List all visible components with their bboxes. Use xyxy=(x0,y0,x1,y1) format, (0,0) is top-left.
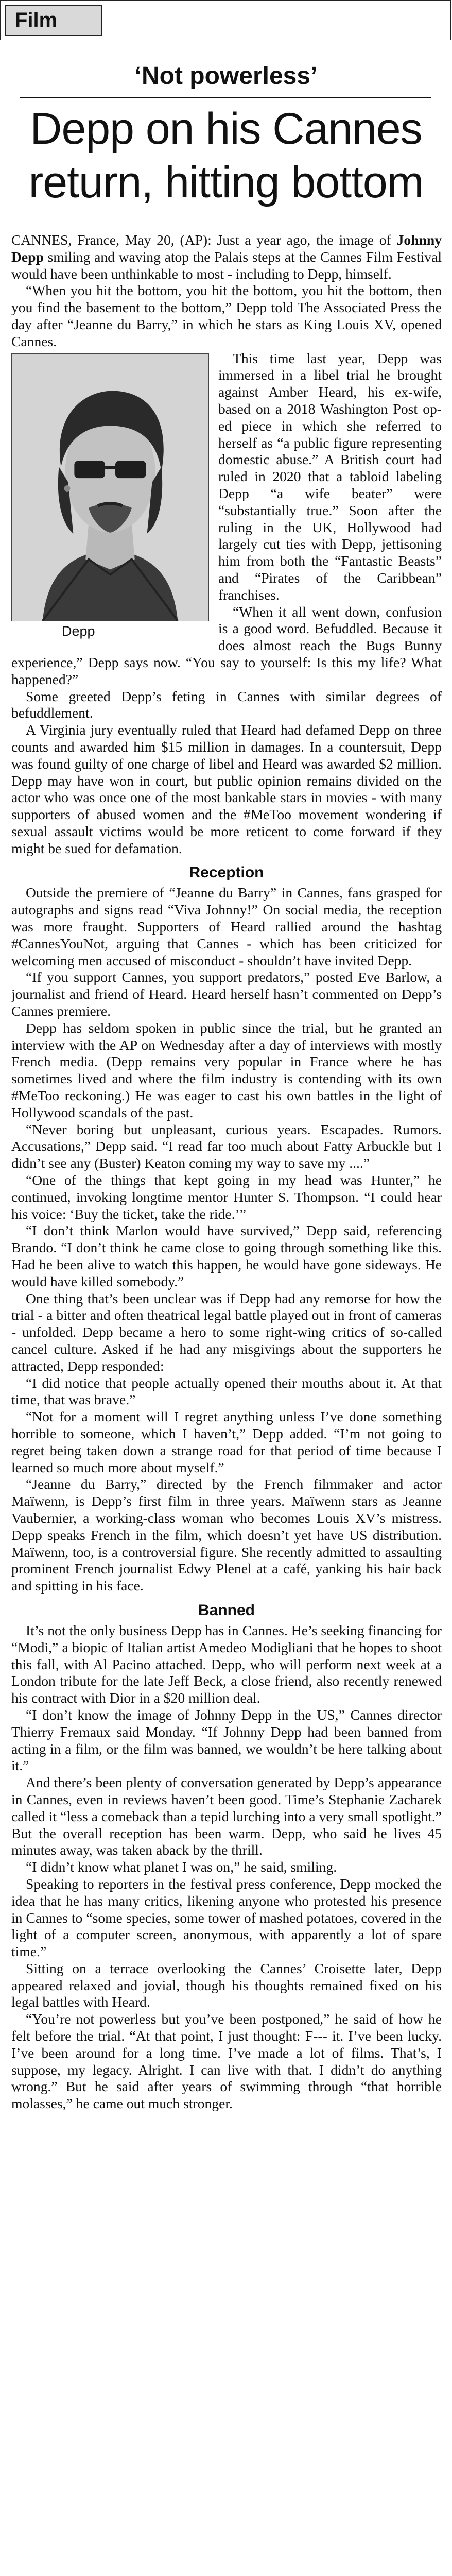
paragraph: Speaking to reporters in the festival press conference, Depp mocked the idea that he has many critics, likening anyone who protested his presence in Cannes to “some species, some tower of mashed potatoes, covered in the light of a computer screen, anonymous, with apparently a lot of spare time.” xyxy=(11,1875,442,1960)
paragraph: It’s not the only business Depp has in Cannes. He’s seeking financing for “Modi,” a biopic of Italian artist Amedeo Modigliani that he hopes to shoot this fall, with Al Pacino attached. Depp, who will perform next week at a London tribute for the late Jeff Beck, a close friend, also recently renewed his contract with Dior in a $20 million deal. xyxy=(11,1622,442,1706)
paragraph: “You’re not powerless but you’ve been postponed,” he said of how he felt before the trial. “At that point, I just thought: F--- it. I’ve been lucky. I’ve been around for a long time. I’ve made a lot of films. That’s, I suppose, my legacy. Alright. I can live with that. I didn’t do anything wrong.” But he said after years of swimming through “that horrible molasses,” he came out much stronger. xyxy=(11,2011,442,2112)
paragraph: “Not for a moment will I regret anything unless I’ve done something horrible to someone, which I haven’t,” Depp added. “I’m not going to regret being taken down a strange road for that period of time because I learned so much more about myself.” xyxy=(11,1409,442,1476)
paragraph: Sitting on a terrace overlooking the Cannes’ Croisette later, Depp appeared relaxed and jovial, though his thoughts remained fixed on his legal battles with Heard. xyxy=(11,1960,442,2010)
paragraph: Some greeted Depp’s feting in Cannes with similar degrees of befuddlement. xyxy=(11,688,442,721)
paragraph: Depp has seldom spoken in public since the trial, but he granted an interview with the AP on Wednesday after a day of interviews with mostly French media. (Depp remains very popular in France where he has sometimes lived and where the film industry is contending with its own #MeToo reckoning.) He was eager to cast his own battles in the light of Hollywood scandals of the past. xyxy=(11,1020,442,1121)
paragraph: “I did notice that people actually opened their mouths about it. At that time, that was brave.” xyxy=(11,1375,442,1408)
headline: Depp on his Cannes return, hitting bottom xyxy=(28,104,424,207)
paragraph: “I don’t think Marlon would have survived,” Depp said, referencing Brando. “I don’t think he came close to going through something like this. Had he been alive to watch this happen, he would have gone sideways. He would have killed somebody.” xyxy=(11,1223,442,1290)
paragraph: Depp This time last year, Depp was immersed in a libel trial he brought against Amber Heard, his ex-wife, based on a 2018 Washington Post op-ed piece in which she referred to herself as “a public figure representing domestic abuse.” A British court had ruled in 2020 that a tabloid labeling Depp “a wife beater” were “substantially true.” Soon after the ruling in the UK, Hollywood had largely cut ties with Depp, jettisoning him from both the “Fantastic Beasts” and “Pirates of the Caribbean” franchises. xyxy=(11,350,442,604)
article-body xyxy=(11,232,442,2576)
photo-block xyxy=(11,353,209,641)
subhead-banned: Banned xyxy=(198,1601,255,1619)
lead-paragraph xyxy=(11,232,442,282)
paragraph: “If you support Cannes, you support predators,” posted Eve Barlow, a journalist and friend of Heard. Heard herself hasn’t commented on Depp’s Cannes premiere. xyxy=(11,969,442,1020)
paragraph: And there’s been plenty of conversation generated by Depp’s appearance in Cannes, even in reviews haven’t been good. Time’s Stephanie Zacharek called it “less a comeback than a tepid lurching into a very small spotlight.” But the overall reception has been warm. Depp, who said he lives 45 minutes away, was taken aback by the thrill. xyxy=(11,1774,442,1858)
lead-text: smiling and waving atop the Palais steps at the Cannes Film Festival would have been unthinkable to most - including to Depp, himself. xyxy=(11,248,442,282)
paragraph: “When you hit the bottom, you hit the bottom, you hit the bottom, then you find the basement to the bottom,” Depp told The Associated Press the day after “Jeanne du Barry,” in which he stars as King Louis XV, opened Cannes. xyxy=(11,282,442,349)
paragraph: One thing that’s been unclear was if Depp had any remorse for how the trial - a bitter and often theatrical legal battle played out in front of cameras - unfolded. Depp became a hero to some right-wing critics of so-called cancel culture. Asked if he had any misgivings about the supporters he attracted, Depp responded: xyxy=(11,1290,442,1374)
paragraph: “I didn’t know what planet I was on,” he said, smiling. xyxy=(26,1859,337,1875)
section-header xyxy=(0,0,451,40)
paragraph: “I don’t know the image of Johnny Depp in the US,” Cannes director Thierry Fremaux said Monday. “If Johnny Depp had been banned from acting in a film, or the film was banned, we wouldn’t be here talking about it.” xyxy=(11,1706,442,1774)
portrait-illustration xyxy=(12,354,208,621)
section-label: Film xyxy=(5,5,102,36)
paragraph: Outside the premiere of “Jeanne du Barry” in Cannes, fans grasped for autographs and signs read “Viva Johnny!” On social media, the reception was more fraught. Supporters of Heard rallied around the hashtag #CannesYouNot, arguing that Cannes - which has been criticized for welcoming men accused of misconduct - shouldn’t have invited Depp. xyxy=(11,885,442,969)
subhead-reception: Reception xyxy=(189,864,264,882)
paragraph: “When it all went down, confusion is a good word. Befuddled. Because it does almost reach the Bugs Bunny experience,” Depp says now. “You say to yourself: Is this my life? What happened?” xyxy=(11,603,442,687)
paragraph: A Virginia jury eventually ruled that Heard had defamed Depp on three counts and awarded him $15 million in damages. In a countersuit, Depp was found guilty of one charge of libel and Heard was awarded $2 million. Depp may have won in court, but public opinion remains divided on the actor who was once one of the most bankable stars in movies - with many supporters of abused women and the #MeToo movement wondering if sexual assault victims would be more reticent to come forward if they might be sued for defamation. xyxy=(11,722,442,856)
paragraph: “Jeanne du Barry,” directed by the French filmmaker and actor Maïwenn, is Depp’s first film in three years. Maïwenn stars as Jeanne Vaubernier, a working-class woman who becomes Louis XV’s mistress. Depp speaks French in the film, which doesn’t yet have US distribution. Maïwenn, too, is a controversial figure. She recently admitted to assaulting prominent French journalist Edwy Plenel at a café, yanking his hair back and spitting in his face. xyxy=(11,1476,442,1594)
subject-name: Johnny Depp xyxy=(11,232,442,265)
depp-photo xyxy=(11,353,209,621)
paragraph: “Never boring but unpleasant, curious years. Escapades. Rumors. Accusations,” Depp said. “I read far too much about Fatty Arbuckle but I didn’t see any (Buster) Keaton coming my way to save my ....” xyxy=(11,1121,442,1172)
dateline: CANNES, France, May 20, (AP): Just a year ago, the image of xyxy=(11,232,397,248)
paragraph: “One of the things that kept going in my head was Hunter,” he continued, invoking longtime mentor Hunter S. Thompson. “I could hear his voice: ‘Buy the ticket, take the ride.’” xyxy=(11,1172,442,1222)
kicker: ‘Not powerless’ xyxy=(134,62,318,90)
kicker-divider xyxy=(20,97,431,98)
photo-caption: Depp xyxy=(62,623,95,639)
